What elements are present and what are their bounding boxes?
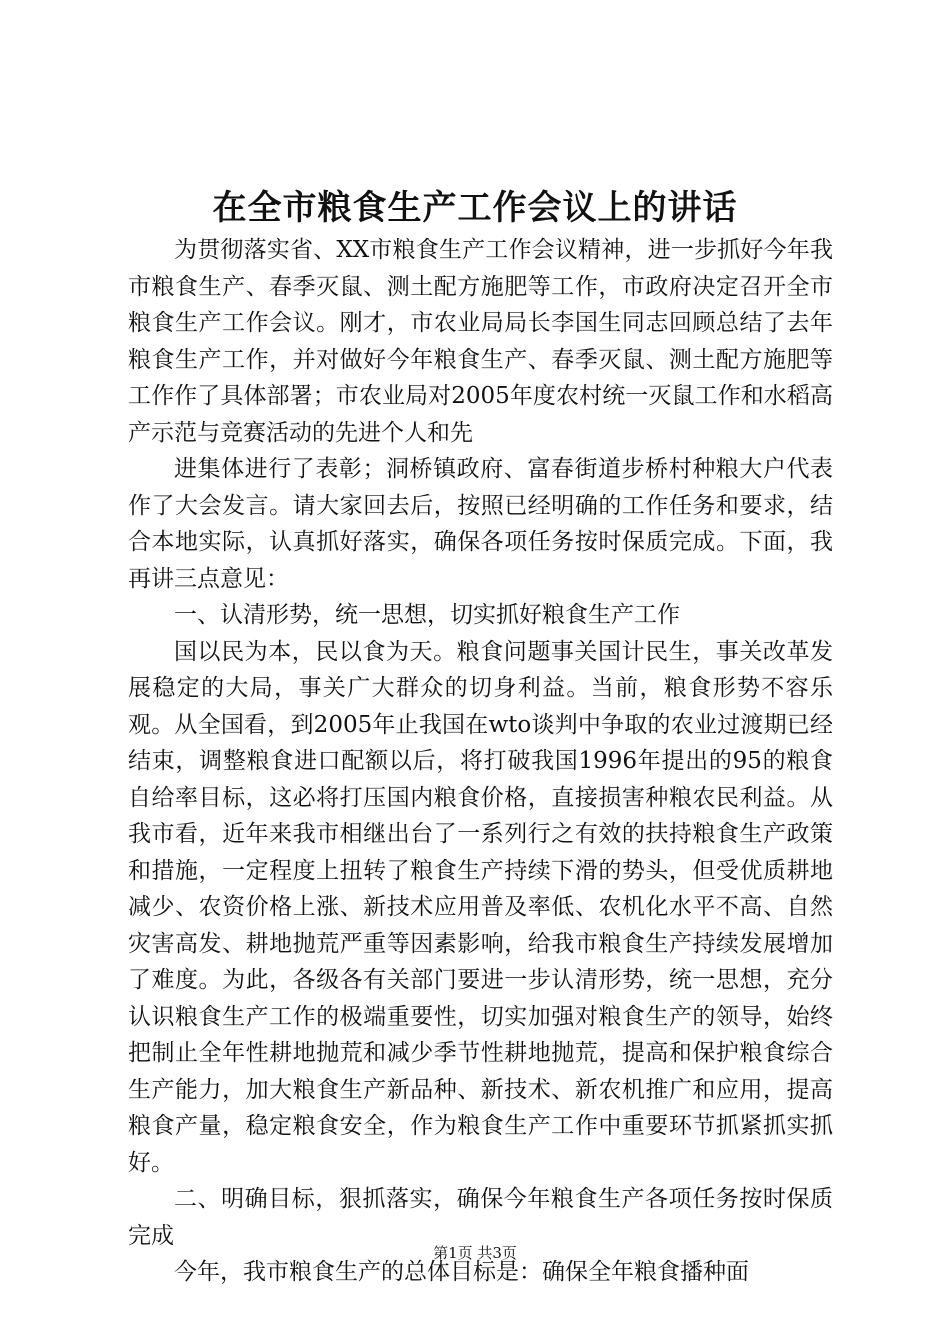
section-heading-1: 一、认清形势，统一思想，切实抓好粮食生产工作 — [174, 602, 680, 628]
section-heading-2: 二、明确目标，狠抓落实，确保今年粮食生产各项任务按时保质完成 — [128, 1186, 833, 1249]
page-footer: 第1页 共3页 — [433, 1244, 517, 1262]
paragraph-section-1: 国以民为本，民以食为天。粮食问题事关国计民生，事关改革发展稳定的大局，事关广大群众的切身利益。当前，粮食形势不容乐观。从全国看，到2005年止我国在wto谈判中争取的农业过渡期已经结束，调整粮食进口配额以后，将打破我国1996年提出的95的粮食自给率目标，这必将打压国内粮食价格，直接损害种粮农民利益。从我市看，近年来我市相继出台了一系列行之有效的扶持粮食生产政策和措施，一定程度上扭转了粮食生产持续下滑的势头，但受优质耕地减少、农资价格上涨、新技术应用普及率低、农机化水平不高、自然灾害高发、耕地抛荒严重等因素影响，给我市粮食生产持续发展增加了难度。为此，各级各有关部门要进一步认清形势，统一思想，充分认识粮食生产工作的极端重要性，切实加强对粮食生产的领导，始终把制止全年性耕地抛荒和减少季节性耕地抛荒，提高和保护粮食综合生产能力，加大粮食生产新品种、新技术、新农机推广和应用，提高粮食产量，稳定粮食安全，作为粮食生产工作中重要环节抓紧抓实抓好。 — [128, 638, 833, 1176]
paragraph-intro-continued: 进集体进行了表彰；洞桥镇政府、富春街道步桥村种粮大户代表作了大会发言。请大家回去后，按照已经明确的工作任务和要求，结合本地实际，认真抓好落实，确保各项任务按时保质完成。下面，我再讲三点意见： — [128, 456, 833, 592]
paragraph-intro: 为贯彻落实省、XX市粮食生产工作会议精神，进一步抓好今年我市粮食生产、春季灭鼠、测土配方施肥等工作，市政府决定召开全市粮食生产工作会议。刚才，市农业局局长李国生同志回顾总结了去年粮食生产工作，并对做好今年粮食生产、春季灭鼠、测土配方施肥等工作作了具体部署；市农业局对2005年度农村统一灭鼠工作和水稻高产示范与竞赛活动的先进个人和先 — [128, 237, 833, 446]
paragraph-section-2: 今年，我市粮食生产的总体目标是：确保全年粮食播种面 — [174, 1259, 749, 1285]
document-title: 在全市粮食生产工作会议上的讲话 — [212, 188, 738, 228]
document-body — [128, 232, 833, 1291]
